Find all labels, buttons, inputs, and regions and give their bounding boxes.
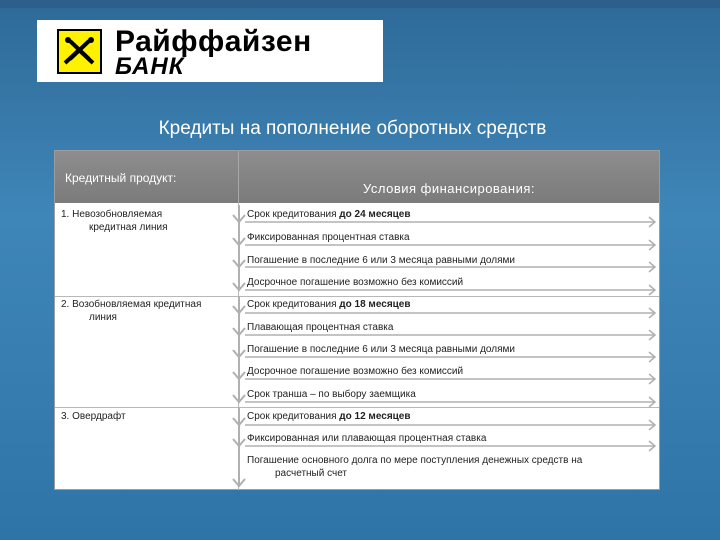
row-divider [55,407,659,408]
top-bar [0,0,720,8]
logo-name: Райффайзен [115,25,312,58]
page-title: Кредиты на пополнение оборотных средств [158,118,547,139]
column-divider [238,203,239,490]
header-product-cell [55,151,239,203]
chevron-right-icon [649,397,655,407]
chevron-down-icon [233,238,245,245]
term-item: Фиксированная или плавающая процентная ставка [247,433,487,444]
term-item: Погашение в последние 6 или 3 месяца равными долями [247,344,515,355]
product-row-3 [61,410,236,423]
term-item: Погашение в последние 6 или 3 месяца равными долями [247,255,515,266]
chevron-down-icon [233,372,245,379]
chevron-right-icon [649,330,655,340]
raiffeisen-mark-icon [57,29,102,74]
term-item: Плавающая процентная ставка [247,322,394,333]
chevron-right-icon [649,262,655,272]
row-divider [55,296,659,297]
product-row-2 [61,298,236,324]
chevron-right-icon [649,285,655,295]
chevron-right-icon [649,441,655,451]
credit-products-table [54,150,660,490]
chevron-down-icon [233,260,245,267]
logo-bank: БАНК [115,53,185,80]
header-product: Кредитный продукт: [65,171,177,185]
chevron-down-icon [233,283,245,290]
product-name-cont: линия [89,312,117,323]
term-item: Срок кредитования до 12 месяцев [247,411,411,422]
term-item: Срок кредитования до 18 месяцев [247,299,411,310]
bank-logo [37,20,383,82]
header-terms: Условия финансирования: [362,181,536,196]
product-name: 2. Возобновляемая кредитная [61,299,202,310]
chevron-down-icon [233,439,245,446]
chevron-right-icon [649,374,655,384]
term-item: Досрочное погашение возможно без комиссий [247,277,464,288]
chevron-down-icon [233,328,245,335]
product-name: 1. Невозобновляемая [61,209,163,220]
product-name-cont: кредитная линия [89,222,168,233]
term-item: Срок кредитования до 24 месяцев [247,209,411,220]
chevron-down-icon [233,479,245,486]
chevron-down-icon [233,350,245,357]
chevron-right-icon [649,308,655,318]
term-item: Досрочное погашение возможно без комиссий [247,366,464,377]
chevron-right-icon [649,217,655,227]
term-item: Срок транша – по выбору заемщика [247,389,416,400]
chevron-right-icon [649,352,655,362]
chevron-right-icon [649,240,655,250]
term-item: Погашение основного долга по мере поступления денежных средств на расчетный счет [247,455,583,479]
product-row-1 [61,208,236,234]
header-terms-cell [239,151,659,203]
chevron-right-icon [649,420,655,430]
term-item: Фиксированная процентная ставка [247,232,410,243]
chevron-down-icon [233,395,245,402]
product-name: 3. Овердрафт [61,411,126,422]
